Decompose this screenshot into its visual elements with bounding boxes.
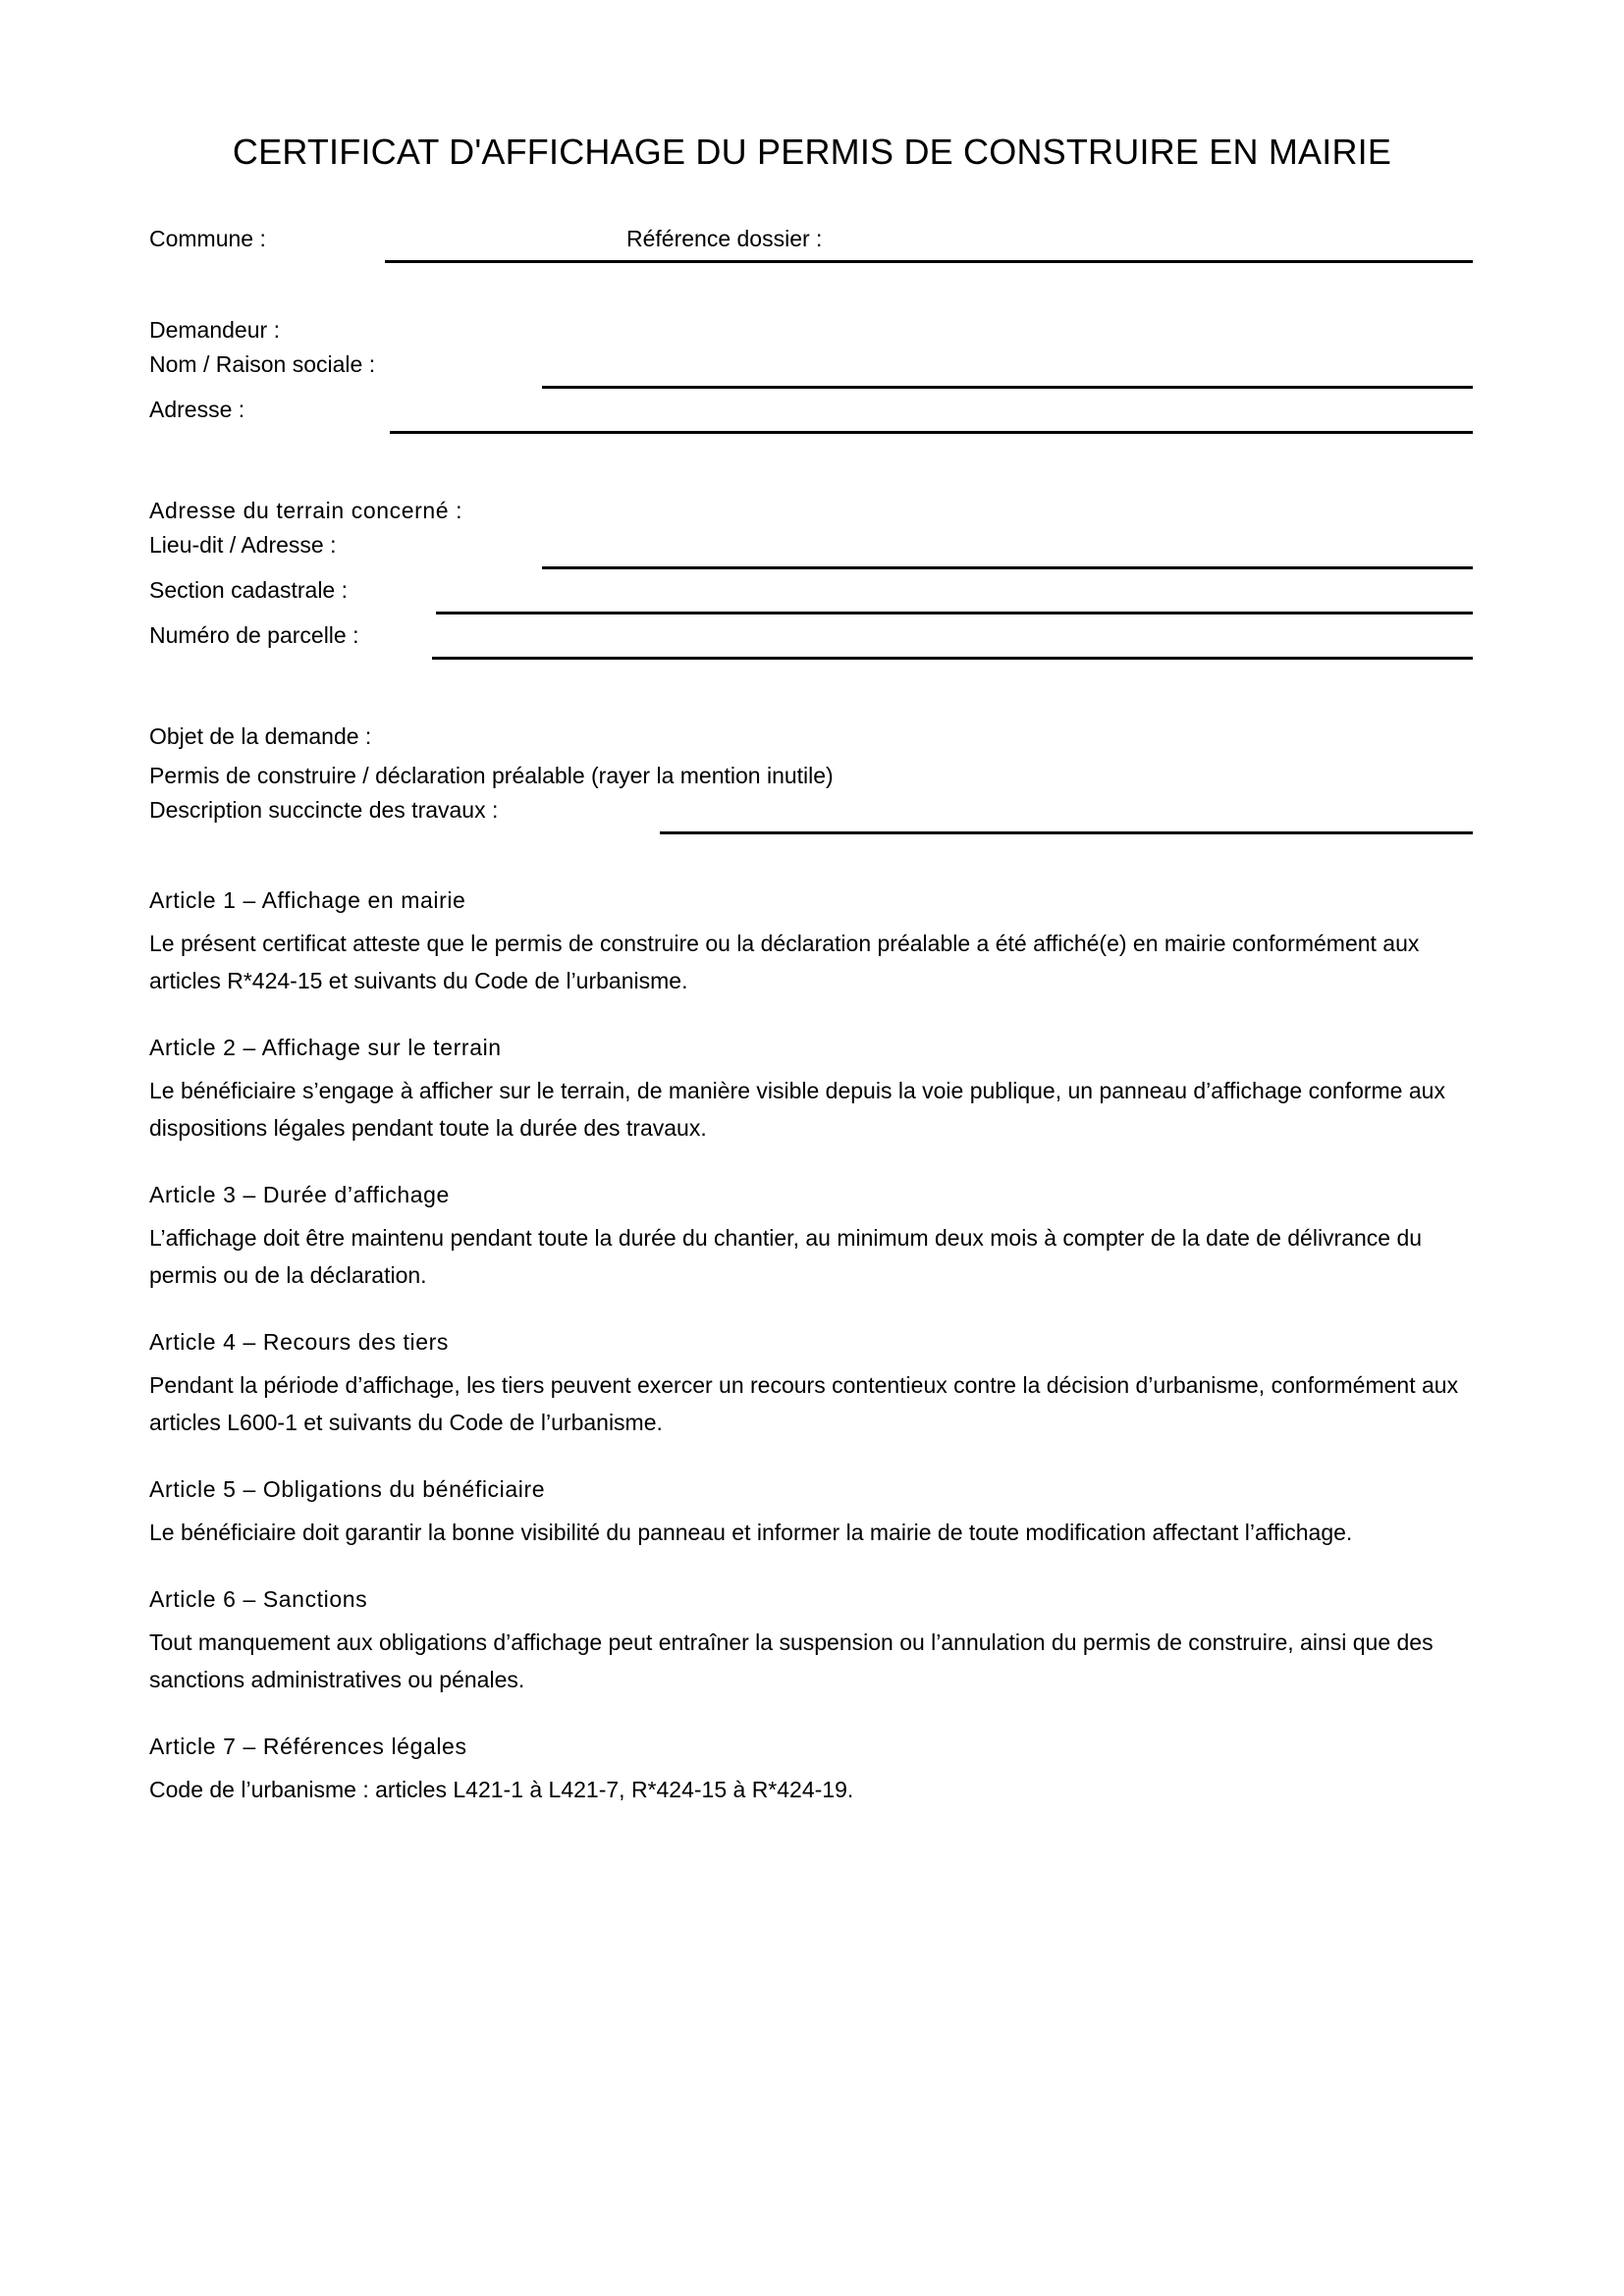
article-6-title: Article 6 – Sanctions [149,1586,368,1612]
article-5-title: Article 5 – Obligations du bénéficiaire [149,1476,546,1502]
article-7 [149,1728,1475,1808]
article-7-body: Code de l’urbanisme : articles L421-1 à L421-7, R*424-15 à R*424-19. [149,1777,854,1802]
adresse-input-line[interactable] [390,431,1473,434]
article-4-title: Article 4 – Recours des tiers [149,1329,450,1355]
article-3-title: Article 3 – Durée d’affichage [149,1182,450,1207]
article-3 [149,1176,1475,1294]
section-cadastrale-input-line[interactable] [436,612,1473,614]
article-6 [149,1580,1475,1698]
spacer [149,269,1475,310]
nom-raison-sociale-label: Nom / Raison sociale : [149,351,376,377]
article-2 [149,1029,1475,1147]
lieu-dit-adresse-input-line[interactable] [542,566,1473,569]
terrain-heading: Adresse du terrain concerné : [149,498,463,523]
description-travaux-label: Description succincte des travaux : [149,797,499,823]
description-travaux-input-line[interactable] [660,831,1473,834]
field-row-nom [149,349,1475,395]
article-1 [149,881,1475,999]
numero-parcelle-input-line[interactable] [432,657,1473,660]
section-cadastrale-label: Section cadastrale : [149,577,349,603]
article-5 [149,1470,1475,1551]
article-1-body: Le présent certificat atteste que le permis de construire ou la déclaration préalable a été affiché(e) en mairie conformément aux articles R*424-15 et suivants du Code de l’urbanisme. [149,931,1420,993]
article-6-body: Tout manquement aux obligations d’affichage peut entraîner la suspension ou l’annulation du permis de construire, ainsi que des sanctions administratives ou pénales. [149,1629,1434,1692]
spacer [149,666,1475,717]
page-title: CERTIFICAT D'AFFICHAGE DU PERMIS DE CONSTRUIRE EN MAIRIE [232,132,1392,173]
objet-demande-line: Permis de construire / déclaration préalable (rayer la mention inutile) [149,763,834,788]
article-5-body: Le bénéficiaire doit garantir la bonne visibilité du panneau et informer la mairie de toute modification affectant l’affichage. [149,1520,1353,1545]
reference-dossier-label: Référence dossier : [626,226,823,251]
spacer [149,440,1475,491]
field-row-adresse [149,395,1475,440]
commune-input-line[interactable] [385,260,1473,263]
nom-raison-sociale-input-line[interactable] [542,386,1473,389]
article-2-body: Le bénéficiaire s’engage à afficher sur le terrain, de manière visible depuis la voie publique, un panneau d’affichage conforme aux dispositions légales pendant toute la durée des travaux. [149,1078,1445,1141]
field-row-lieudit [149,530,1475,575]
commune-label: Commune : [149,226,266,251]
demandeur-heading: Demandeur : [149,317,280,343]
article-4-body: Pendant la période d’affichage, les tiers peuvent exercer un recours contentieux contre la décision d’urbanisme, conformément aux articles L600-1 et suivants du Code de l’urbanisme. [149,1372,1459,1435]
adresse-label: Adresse : [149,397,245,422]
spacer [149,840,1475,881]
field-row-commune [149,224,1475,269]
article-3-body: L’affichage doit être maintenu pendant toute la durée du chantier, au minimum deux mois à compter de la date de délivrance du permis ou de la déclaration. [149,1225,1423,1288]
field-row-description [149,795,1475,840]
article-2-title: Article 2 – Affichage sur le terrain [149,1035,502,1060]
article-1-title: Article 1 – Affichage en mairie [149,887,466,913]
numero-parcelle-label: Numéro de parcelle : [149,622,359,648]
field-row-section [149,575,1475,620]
field-row-parcelle [149,620,1475,666]
article-4 [149,1323,1475,1441]
lieu-dit-adresse-label: Lieu-dit / Adresse : [149,532,337,558]
document-body [149,224,1475,1838]
article-7-title: Article 7 – Références légales [149,1734,467,1759]
objet-demande-heading: Objet de la demande : [149,723,372,749]
